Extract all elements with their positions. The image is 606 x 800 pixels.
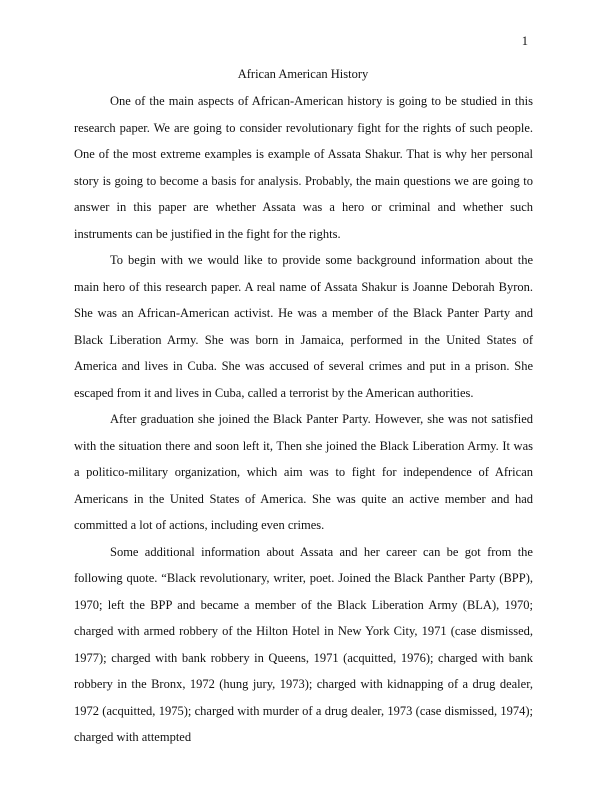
paragraph-background: To begin with we would like to provide some background information about the main hero of this research paper. A real name of Assata Shakur is Joanne Deborah Byron. She was an African-American activist. He was a member of the Black Panter Party and Black Liberation Army. She was born in Jamaica, performed in the United States of America and lives in Cuba. She was accused of several crimes and put in a prison. She escaped from it and lives in Cuba, called a terrorist by the American authorities.	[74, 253, 533, 400]
paragraph-career-quote: Some additional information about Assata and her career can be got from the following quote. “Black revolutionary, writer, poet. Joined the Black Panther Party (BPP), 1970; left the BPP and became a member of the Black Liberation Army (BLA), 1970; charged with armed robbery of the Hilton Hotel in New York City, 1971 (case dismissed, 1977); charged with bank robbery in Queens, 1971 (acquitted, 1976); charged with bank robbery in the Bronx, 1972 (hung jury, 1973); charged with kidnapping of a drug dealer, 1972 (acquitted, 1975); charged with murder of a drug dealer, 1973 (case dismissed, 1974); charged with attempted	[74, 544, 533, 744]
page-number: 1	[521, 34, 528, 48]
document-body	[74, 88, 533, 751]
document-title: African American History	[237, 67, 369, 81]
paragraph-black-liberation-army: After graduation she joined the Black Panter Party. However, she was not satisfied with the situation there and soon left it, Then she joined the Black Liberation Army. It was a politico-military organization, which aim was to fight for independence of African Americans in the United States of America. She was quite an active member and had committed a lot of actions, including even crimes.	[74, 412, 533, 532]
paragraph-intro: One of the main aspects of African-American history is going to be studied in this research paper. We are going to consider revolutionary fight for the rights of such people. One of the most extreme examples is example of Assata Shakur. That is why her personal story is going to become a basis for analysis. Probably, the main questions we are going to answer in this paper are whether Assata was a hero or criminal and whether such instruments can be justified in the fight for the rights.	[74, 94, 533, 241]
